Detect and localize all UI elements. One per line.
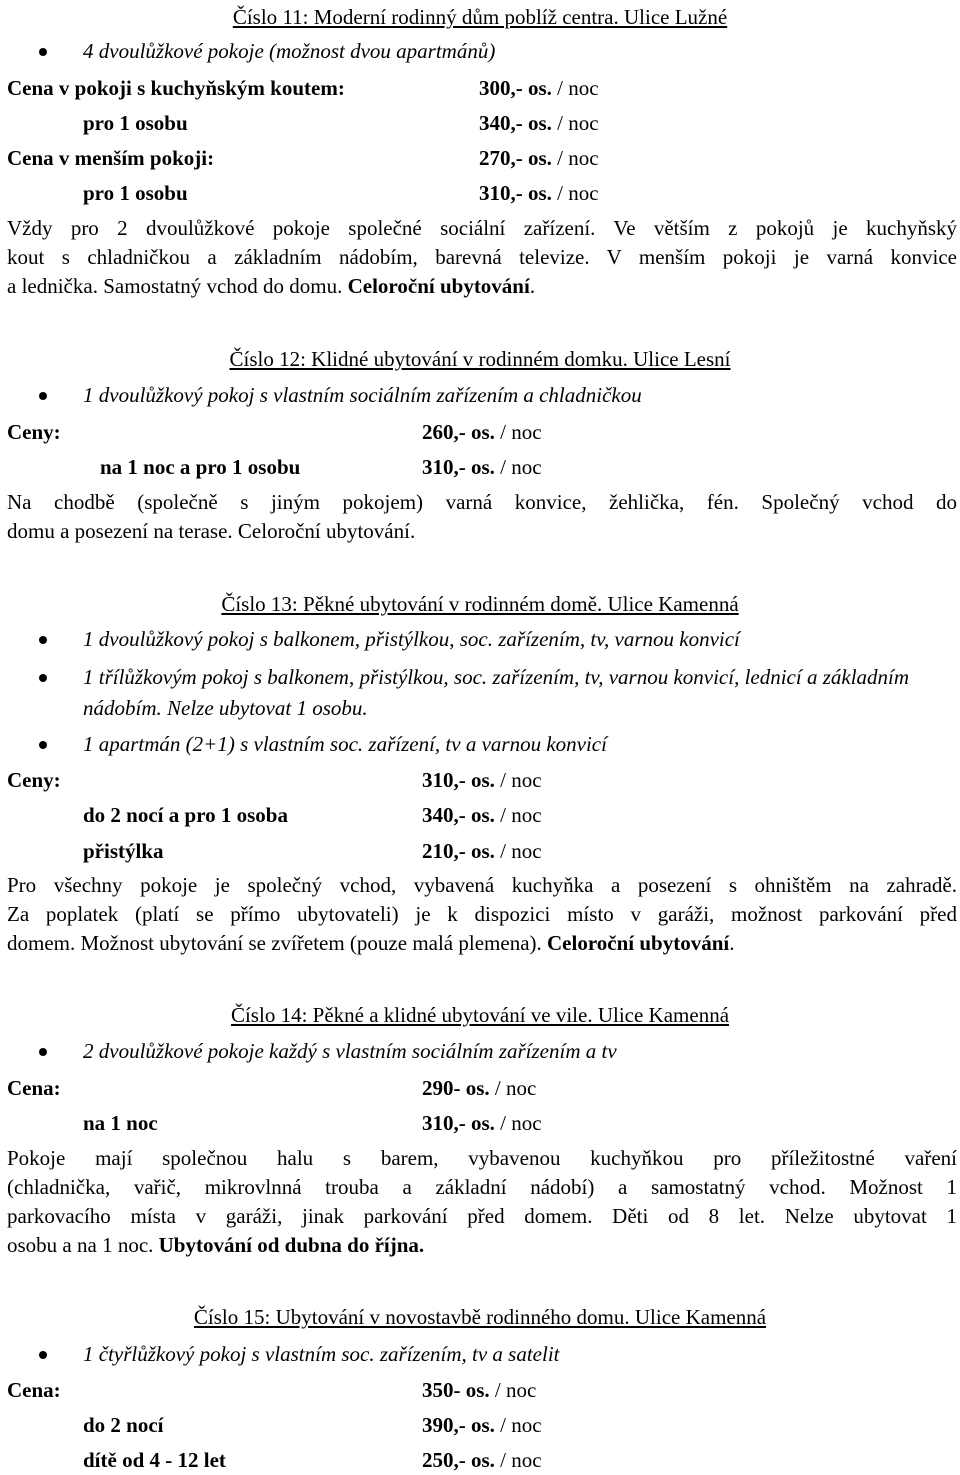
price-value: 270,- os. / noc — [479, 146, 599, 170]
section-15-bullet: 1 čtyřlůžkový pokoj s vlastním soc. zařízením, tv a satelit — [83, 1339, 952, 1370]
price-value: 310,- os. / noc — [479, 181, 599, 205]
price-label: Ceny: — [7, 420, 61, 444]
section-11-title: Číslo 11: Moderní rodinný dům poblíž centra. Ulice Lužné — [232, 5, 728, 29]
section-14-description: Pokoje mají společnou halu s barem, vybavenou kuchyňkou pro příležitostné vaření (chladnička, vařič, mikrovlnná trouba a základní nádobí) a samostatný vchod. Možnost 1 parkovacího místa v garáži, jinak parkování před domem. Děti od 8 let. Nelze ubytovat 1 osobu a na 1 noc. Ubytování od dubna do října. — [7, 1146, 957, 1257]
section-11-description: Vždy pro 2 dvoulůžkové pokoje společné sociální zařízení. Ve větším z pokojů je kuchyňský kout s chladničkou a základním nádobím, barevná televize. V menším pokoji je varná konvice a lednička. Samostatný vchod do domu. Celoroční ubytování. — [7, 216, 957, 298]
section-13-description: Pro všechny pokoje je společný vchod, vybavená kuchyňka a posezení s ohništěm na zahradě. Za poplatek (platí se přímo ubytovateli) je k dispozici místo v garáži, možnost parkování před domem. Možnost ubytování se zvířetem (pouze malá plemena). Celoroční ubytování. — [7, 873, 957, 955]
section-14-bullet: 2 dvoulůžkové pokoje každý s vlastním sociálním zařízením a tv — [83, 1036, 952, 1067]
section-13-bullet-2: 1 třílůžkovým pokoj s balkonem, přistýlkou, soc. zařízením, tv, varnou konvicí, lednicí a základním nádobím. Nelze ubytovat 1 osobu. — [83, 662, 951, 724]
price-value: 340,- os. / noc — [479, 111, 599, 135]
price-value: 350- os. / noc — [422, 1378, 537, 1402]
price-label: do 2 nocí a pro 1 osoba — [83, 803, 288, 827]
price-value: 290- os. / noc — [422, 1076, 537, 1100]
section-14-title: Číslo 14: Pěkné a klidné ubytování ve vile. Ulice Kamenná — [230, 1003, 730, 1027]
price-label: Cena: — [7, 1076, 61, 1100]
section-13-bullet-3: 1 apartmán (2+1) s vlastním soc. zařízení, tv a varnou konvicí — [83, 729, 952, 760]
price-label: Ceny: — [7, 768, 61, 792]
price-value: 310,- os. / noc — [422, 768, 542, 792]
price-label: Cena: — [7, 1378, 61, 1402]
price-label: do 2 nocí — [83, 1413, 164, 1437]
price-value: 210,- os. / noc — [422, 839, 542, 863]
price-value: 250,- os. / noc — [422, 1448, 542, 1472]
price-label: Cena v pokoji s kuchyňským koutem: — [7, 76, 345, 100]
section-13-bullet-1: 1 dvoulůžkový pokoj s balkonem, přistýlkou, soc. zařízením, tv, varnou konvicí — [83, 624, 952, 655]
price-label: pro 1 osobu — [83, 181, 188, 205]
section-11-bullet: 4 dvoulůžkové pokoje (možnost dvou apartmánů) — [83, 36, 952, 67]
section-15-title: Číslo 15: Ubytování v novostavbě rodinného domu. Ulice Kamenná — [193, 1305, 767, 1329]
price-label: na 1 noc a pro 1 osobu — [100, 455, 301, 479]
price-label: přistýlka — [83, 839, 164, 863]
price-value: 260,- os. / noc — [422, 420, 542, 444]
price-label: Cena v menším pokoji: — [7, 146, 215, 170]
price-label: pro 1 osobu — [83, 111, 188, 135]
section-12-description: Na chodbě (společně s jiným pokojem) varná konvice, žehlička, fén. Společný vchod do domu a posezení na terase. Celoroční ubytování. — [7, 490, 957, 543]
price-value: 300,- os. / noc — [479, 76, 599, 100]
price-value: 390,- os. / noc — [422, 1413, 542, 1437]
price-value: 310,- os. / noc — [422, 1111, 542, 1135]
price-value: 340,- os. / noc — [422, 803, 542, 827]
section-13-title: Číslo 13: Pěkné ubytování v rodinném domě. Ulice Kamenná — [221, 592, 739, 616]
section-12-title: Číslo 12: Klidné ubytování v rodinném domku. Ulice Lesní — [229, 347, 731, 371]
section-12-bullet: 1 dvoulůžkový pokoj s vlastním sociálním zařízením a chladničkou — [83, 380, 952, 411]
price-label: dítě od 4 - 12 let — [83, 1448, 226, 1472]
price-label: na 1 noc — [83, 1111, 158, 1135]
price-value: 310,- os. / noc — [422, 455, 542, 479]
